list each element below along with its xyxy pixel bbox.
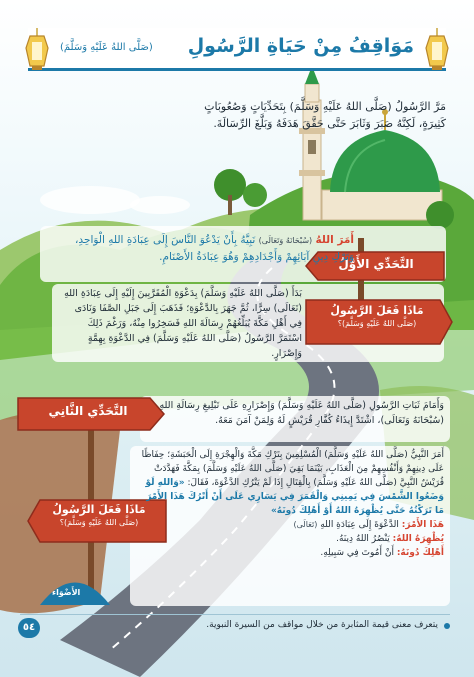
answer1-paragraph: بَدَأَ (صَلَّى اللهُ عَلَيْهِ وَسَلَّمَ) بِدَعْوَةِ الْمُقَرَّبِينَ إِلَيْهِ إِلَى عِبَادَةِ اللهِ (تَعَالَى) سِرًّا، ثُمَّ جَهَرَ بِالدَّعْوَةِ؛ فَذَهَبَ إِلَى جَبَلِ الصَّفَا وَنَادَى فِي أَهْلِ مَكَّةَ يُبَلِّغُهُمْ رِسَالَةَ اللهِ فَسَخِرُوا مِنْهُ، وَرَغْمَ ذَلِكَ اسْتَمَرَّ الرَّسُولُ (صَلَّى اللهُ عَلَيْهِ وَسَلَّمَ) فِي الدَّعْوَةِ بِهِمَّةٍ وَإِصْرَارٍ.	[64, 288, 302, 359]
minaret	[299, 58, 325, 220]
challenge1-note: (سُبْحَانَهُ وَتَعَالَى)	[258, 236, 313, 245]
gloss-key: يُظْهِرَهُ اللهُ:	[392, 534, 444, 544]
sign-answer1-label: مَاذَا فَعَلَ الرَّسُولُ	[330, 304, 424, 317]
gloss-key: هَذَا الأَمْرَ:	[401, 520, 444, 530]
sign-challenge1-label: التَّحَدِّي الأَوَّلُ	[338, 257, 414, 271]
cloud	[40, 186, 140, 214]
answer2-text: أَمَرَ النَّبِيُّ (صَلَّى اللهُ عَلَيْهِ وَسَلَّمَ) الْمُسْلِمِينَ بِتَرْكِ مَكَّةَ وَالْهِجْرَةِ إِلَى الْحَبَشَةِ؛ حِفَاظًا عَلَى دِينِهِمْ وَأَنْفُسِهِمْ مِنَ الْعَذَابِ، بَيْنَمَا بَقِيَ (صَلَّى اللهُ عَلَيْهِ وَسَلَّمَ) بِمَكَّةَ فَهَدَّدَتْ قُرَيْشٌ النَّبِيَّ (صَلَّى اللهُ عَلَيْهِ وَسَلَّمَ) بِالْقِتَالِ إِذَا لَمْ يَتْرُكِ الدَّعْوَةَ، فَقَالَ:	[141, 450, 444, 488]
gloss-key: أَهْلِكَ دُونَهُ:	[396, 548, 444, 558]
gloss-value: الدَّعْوَةَ إِلَى عِبَادَةِ اللهِ	[320, 520, 399, 530]
answer2-quote: «وَاللهِ لَوْ وَضَعُوا الشَّمْسَ فِي يَمِينِي وَالْقَمَرَ فِي يَسَارِي عَلَى أَنْ أَتْرُكَ هَذَا الأَمْرَ مَا تَرَكْتُهُ حَتَّى يُظْهِرَهُ اللهُ أَوْ أَهْلِكَ دُونَهُ»	[145, 478, 444, 516]
sign-answer1	[310, 304, 444, 328]
challenge2-paragraph: وَأَمَامَ ثَبَاتِ الرَّسُولِ (صَلَّى اللهُ عَلَيْهِ وَسَلَّمَ) وَإِصْرَارِهِ عَلَى تَبْلِيغِ رِسَالَةِ اللهِ (سُبْحَانَهُ وَتَعَالَى)، اشْتَدَّ إِيذَاءُ كُفَّارِ قُرَيْشٍ لَهُ وَلِمَنْ آمَنَ مَعَهُ.	[159, 400, 444, 426]
sign-challenge2-label: التَّحَدِّي الثَّانِي	[48, 404, 128, 418]
lantern-icon	[420, 28, 454, 74]
brand-badge: الأَضْوَاء	[52, 588, 81, 597]
sign-answer2-note: (صَلَّى اللهُ عَلَيْهِ وَسَلَّمَ)؟	[59, 518, 139, 527]
sign-answer2-label: مَاذَا فَعَلَ الرَّسُولُ	[52, 503, 146, 516]
page-title-note: (صَلَّى اللهُ عَلَيْهِ وَسَلَّمَ)	[60, 42, 153, 53]
learning-objective: يتعرف معنى قيمة المثابرة من خلال مواقف من السيرة النبوية.	[206, 620, 438, 630]
gloss-note: (تَعَالَى)	[293, 520, 318, 529]
gloss-line	[139, 518, 444, 532]
gloss-value: أَنْ أَمُوتَ فِي سَبِيلِهِ.	[320, 548, 394, 558]
sign-answer1-note: (صَلَّى اللهُ عَلَيْهِ وَسَلَّمَ)؟	[337, 319, 417, 328]
gloss-line	[139, 532, 444, 546]
footer-divider	[20, 614, 450, 615]
bullet-icon	[444, 623, 450, 629]
page-title: مَوَاقِفُ مِنْ حَيَاةِ الرَّسُولِ	[187, 35, 414, 57]
answer2-block	[139, 448, 444, 560]
challenge1-text: نَبِيَّهُ بِأَنْ يَدْعُوَ النَّاسَ إِلَى عِبَادَةِ اللهِ الْوَاحِدِ، وَتَرْكِ دِينِ آبَائِهِمْ وَأَجْدَادِهِمْ وَهُوَ عِبَادَةُ الأَصْنَامِ.	[75, 234, 354, 263]
challenge1-lead: أَمَرَ اللهُ	[315, 234, 354, 246]
lantern-icon	[20, 28, 54, 74]
challenge1-paragraph	[64, 232, 354, 266]
page-number: ٥٤	[18, 618, 40, 638]
gloss-line	[139, 546, 444, 560]
gloss-value: يَنْصُرُ اللهُ دِينَهُ.	[336, 534, 390, 544]
intro-paragraph: مَرَّ الرَّسُولُ (صَلَّى اللهُ عَلَيْهِ وَسَلَّمَ) بِتَحَدِّيَاتٍ وَصُعُوبَاتٍ كَثِيرَةٍ، لَكِنَّهُ صَبَرَ وَثَابَرَ حَتَّى حَقَّقَ هَدَفَهُ وَبَلَّغَ الرِّسَالَةَ.	[204, 100, 446, 130]
sign-challenge2	[22, 404, 154, 418]
cloud	[130, 196, 190, 214]
